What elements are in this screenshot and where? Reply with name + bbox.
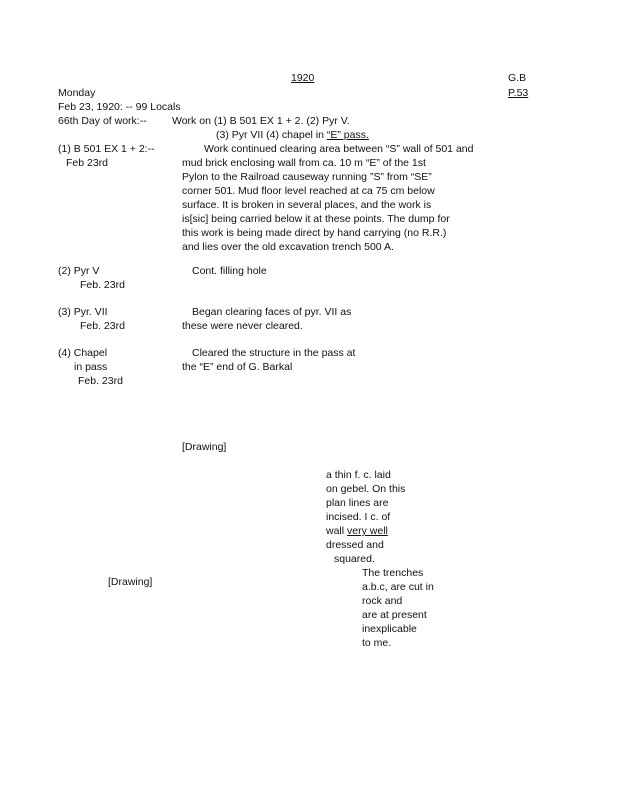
entry-3-text-line: Began clearing faces of pyr. VII as: [192, 306, 352, 318]
annotation-line: squared.: [334, 553, 375, 565]
entry-3-date: Feb. 23rd: [80, 320, 125, 332]
entry-3-text-line: these were never cleared.: [182, 320, 303, 332]
work-on-line-1: Work on (1) B 501 EX 1 + 2. (2) Pyr V.: [172, 115, 350, 127]
annotation-line: plan lines are: [326, 497, 389, 509]
work-on-line-2-text: (3) Pyr VII (4) chapel in: [216, 129, 327, 141]
annotation-line: The trenches: [362, 567, 424, 579]
entry-4-date: Feb. 23rd: [78, 375, 123, 387]
work-on-line-2: [216, 128, 369, 143]
drawing-placeholder: [Drawing]: [108, 576, 153, 588]
annotation-line: incised. I c. of: [326, 511, 391, 523]
annotation-line: a.b.c, are cut in: [362, 581, 434, 593]
site-code: G.B: [508, 72, 527, 84]
work-on-line-2-underlined: “E” pass.: [326, 129, 369, 141]
annotation-line: inexplicable: [362, 623, 417, 635]
annotation-line: rock and: [362, 595, 403, 607]
annotation-underlined: very well: [347, 525, 388, 537]
annotation-line: to me.: [362, 637, 392, 649]
annotation-text: wall: [326, 525, 348, 537]
drawing-placeholder: [Drawing]: [182, 441, 227, 453]
entry-1-text-line: Work continued clearing area between “S” wall of 501 and: [204, 143, 474, 155]
entry-4-label: (4) Chapel: [58, 347, 108, 359]
entry-3-label: (3) Pyr. VII: [58, 306, 108, 318]
entry-4-text-line: Cleared the structure in the pass at: [192, 347, 356, 359]
entry-1-date: Feb 23rd: [66, 157, 109, 169]
entry-1-text-line: this work is being made direct by hand carrying (no R.R.): [182, 227, 447, 239]
entry-1-text-line: and lies over the old excavation trench 500 A.: [182, 241, 394, 253]
entry-1-label: (1) B 501 EX 1 + 2:--: [58, 143, 155, 155]
entry-1-text-line: is[sic] being carried below it at these points. The dump for: [182, 213, 450, 225]
page-reference: P.53: [508, 87, 529, 99]
entry-2-text-line: Cont. filling hole: [192, 265, 267, 277]
work-day-label: 66th Day of work:--: [58, 115, 147, 127]
entry-1-text-line: corner 501. Mud floor level reached at ca 75 cm below: [182, 185, 435, 197]
weekday: Monday: [58, 87, 96, 99]
annotation-line: dressed and: [326, 539, 384, 551]
entry-2-label: (2) Pyr V: [58, 265, 100, 277]
annotation-line: a thin f. c. laid: [326, 469, 391, 481]
annotation-line: on gebel. On this: [326, 483, 406, 495]
entry-2-date: Feb. 23rd: [80, 279, 125, 291]
annotation-line: are at present: [362, 609, 427, 621]
entry-1-text-line: surface. It is broken in several places, and the work is: [182, 199, 432, 211]
entry-4-label-line-2: in pass: [74, 361, 108, 373]
entry-4-text-line: the “E” end of G. Barkal: [182, 361, 293, 373]
entry-1-text-line: Pylon to the Railroad causeway running ”S” from “SE”: [182, 171, 432, 183]
annotation-line: [326, 524, 388, 539]
date-line: Feb 23, 1920: -- 99 Locals: [58, 101, 181, 113]
entry-1-text-line: mud brick enclosing wall from ca. 10 m “E” of the 1st: [182, 157, 426, 169]
page-year: 1920: [291, 72, 315, 84]
